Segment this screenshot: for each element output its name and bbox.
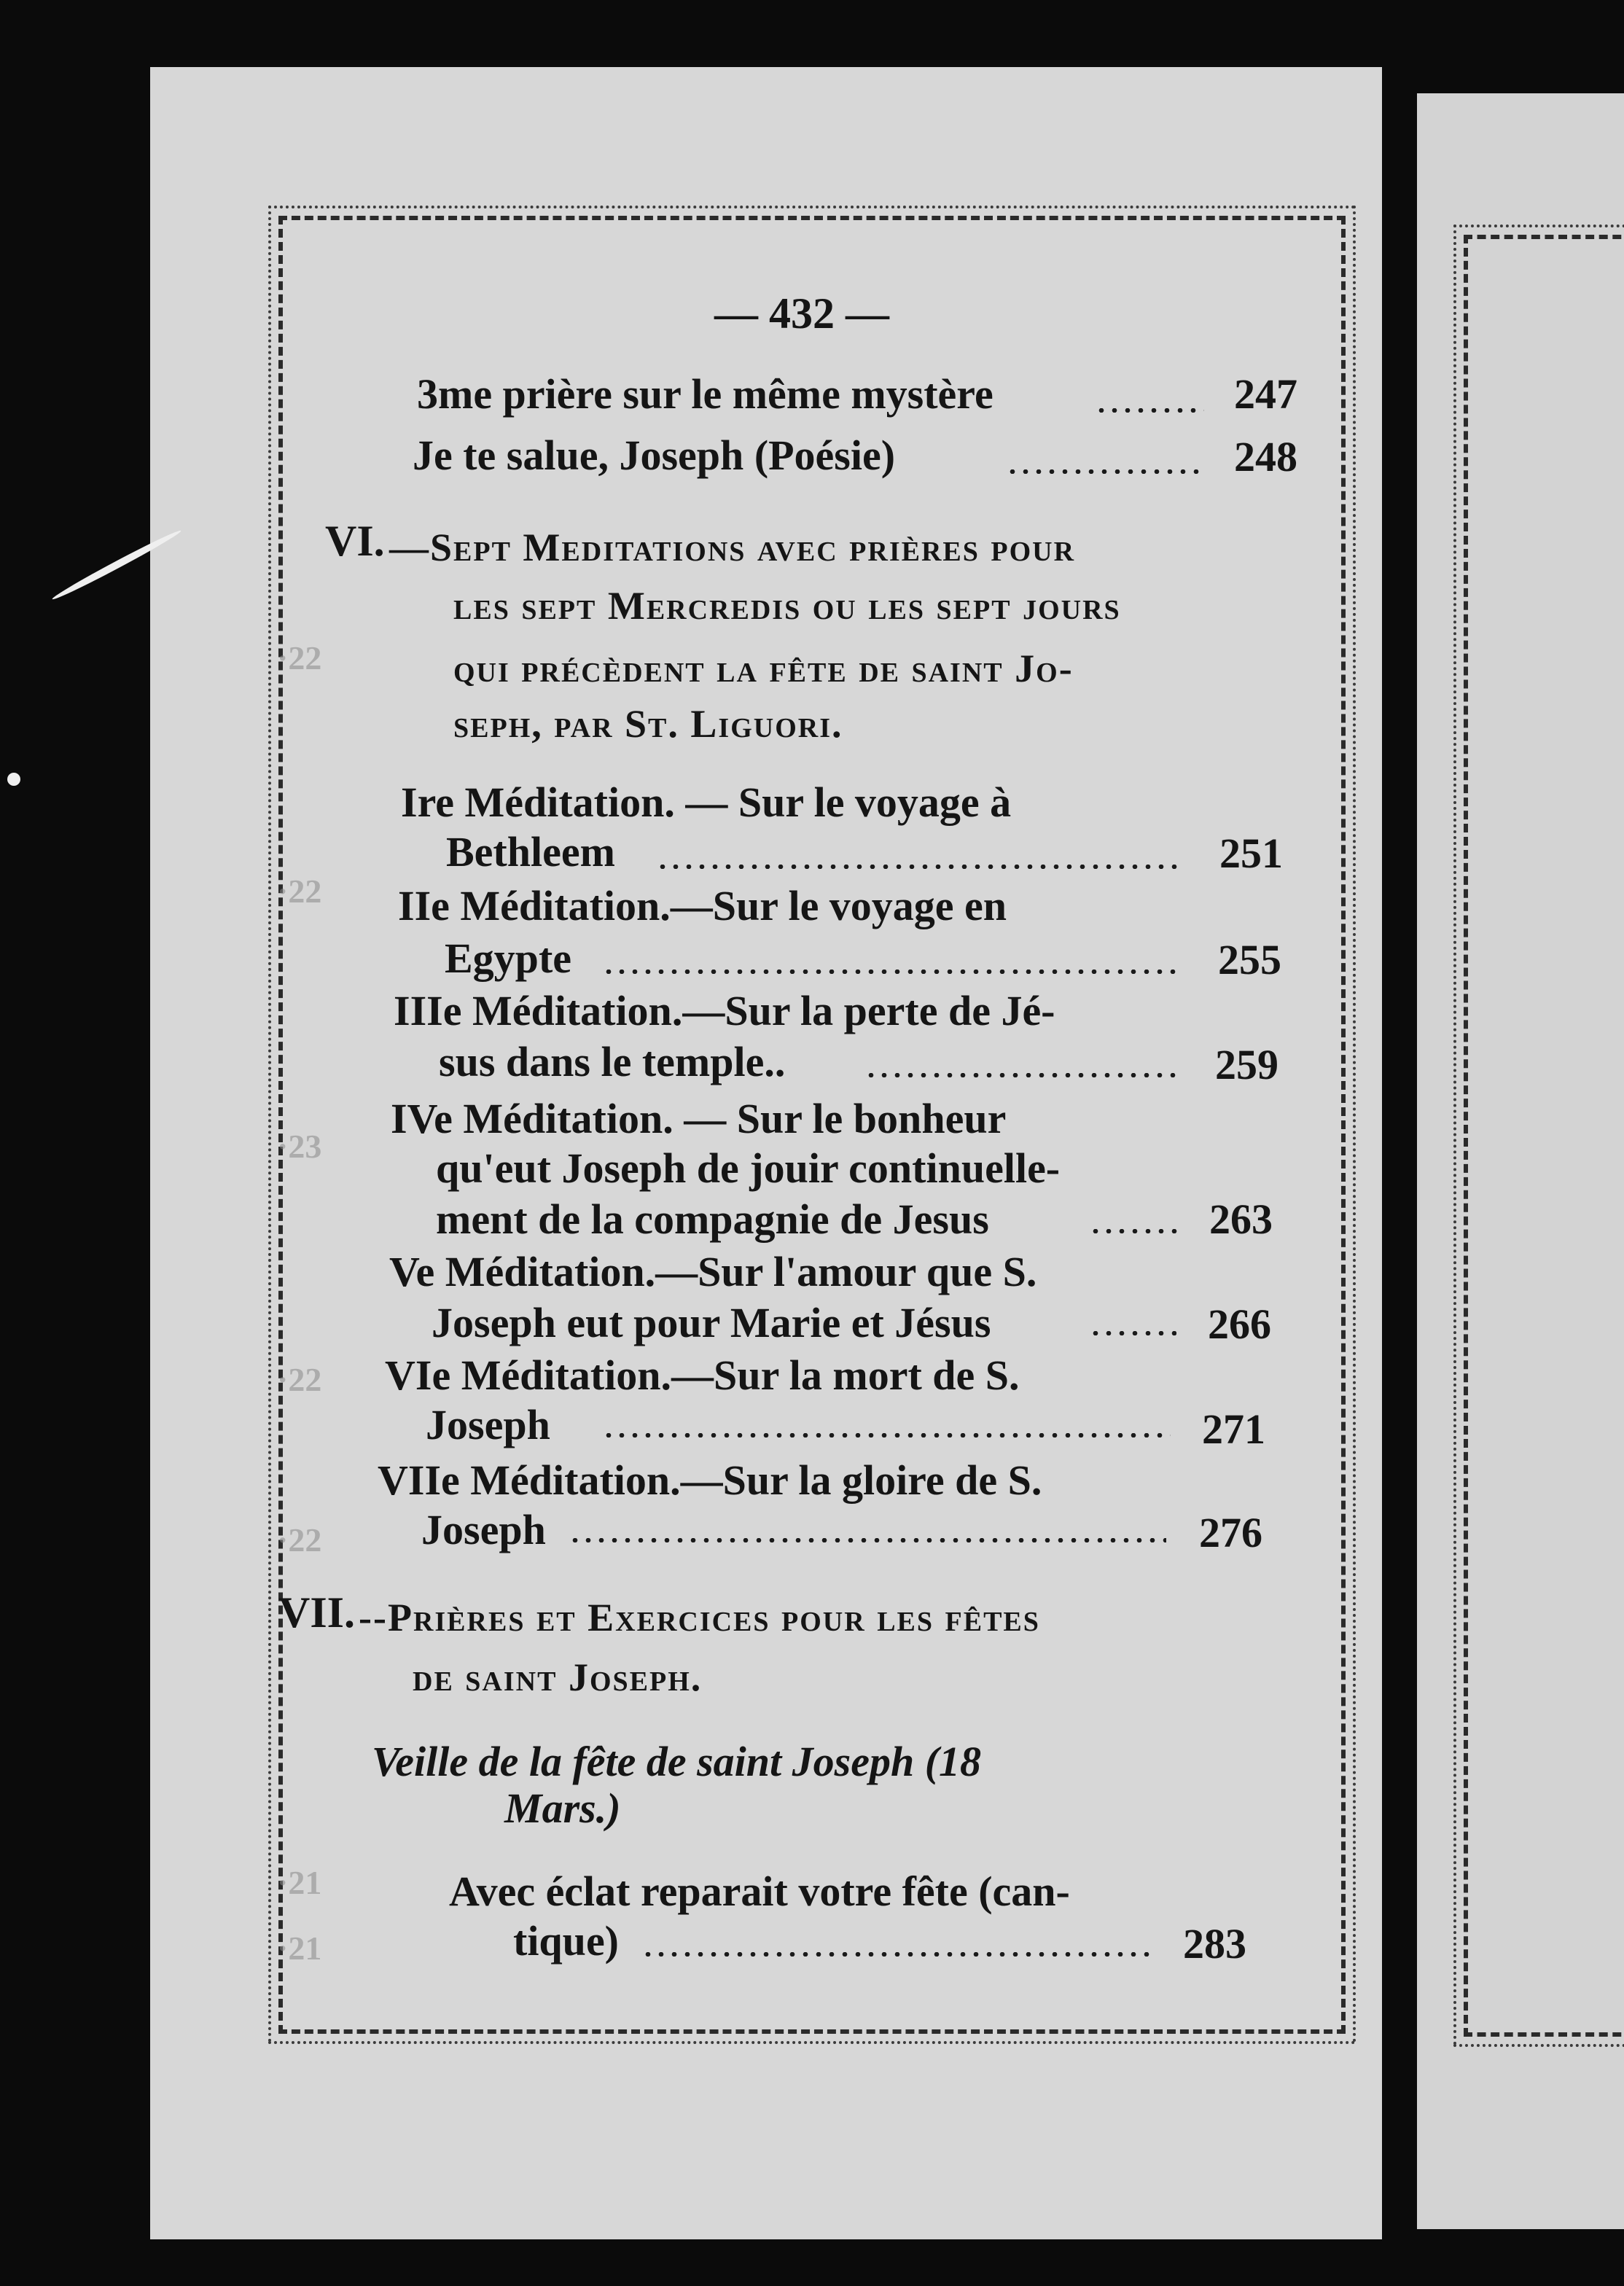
toc-page-number: 263 [1209, 1195, 1273, 1243]
toc-page-number: 251 [1219, 830, 1283, 877]
meditation-title-line: sus dans le temple.. [439, 1038, 786, 1085]
scan-artifact [7, 773, 20, 786]
meditation-title-line: Joseph [421, 1506, 546, 1553]
meditation-title-line: Joseph [426, 1401, 550, 1448]
meditation-title-line: Bethleem [446, 828, 615, 875]
meditation-title-line: VIe Méditation.—Sur la mort de S. [385, 1351, 1020, 1399]
toc-page-number: 259 [1215, 1041, 1278, 1088]
show-through-mark: ·22 [277, 1521, 322, 1559]
meditation-title-line: ment de la compagnie de Jesus [436, 1195, 989, 1243]
leader-dots [1095, 408, 1204, 413]
toc-page-number: 248 [1234, 433, 1297, 480]
leader-dots [1006, 469, 1200, 474]
page-number: — 432 — [714, 289, 889, 338]
meditation-title-line: Joseph eut pour Marie et Jésus [432, 1299, 991, 1346]
meditation-title-line: Ve Méditation.—Sur l'amour que S. [389, 1248, 1037, 1295]
section-heading-line: qui précèdent la fête de saint Jo- [453, 647, 1074, 690]
meditation-title-line: IIIe Méditation.—Sur la perte de Jé- [394, 987, 1055, 1034]
meditation-title-line: VIIe Méditation.—Sur la gloire de S. [378, 1456, 1042, 1504]
feast-subheading: Veille de la fête de saint Joseph (18 [372, 1738, 982, 1785]
show-through-mark: ·21 [277, 1864, 322, 1901]
section-heading-line: seph, par St. Liguori. [453, 702, 843, 746]
section-heading-line: les sept Mercredis ou les sept jours [453, 584, 1121, 628]
show-through-mark: ·21 [277, 1930, 322, 1967]
meditation-title-line: IIe Méditation.—Sur le voyage en [398, 882, 1007, 929]
leader-dots [864, 1073, 1181, 1077]
leader-dots [1089, 1229, 1178, 1233]
meditation-title-line: Egypte [445, 935, 571, 982]
toc-entry-text: Avec éclat reparait votre fête (can- [449, 1868, 1070, 1915]
toc-entry-text: tique) [513, 1917, 619, 1965]
leader-dots [1089, 1331, 1176, 1335]
toc-page-number: 255 [1218, 936, 1281, 983]
leader-dots [602, 1433, 1171, 1437]
show-through-mark: ·22 [277, 1361, 322, 1398]
toc-page-number: 283 [1183, 1920, 1246, 1967]
leader-dots [641, 1952, 1152, 1957]
toc-page-number: 271 [1202, 1405, 1265, 1453]
meditation-title-line: Ire Méditation. — Sur le voyage à [401, 779, 1012, 826]
toc-entry-text: 3me prière sur le même mystère [417, 370, 993, 418]
facing-page-border [1464, 235, 1624, 2037]
leader-dots [602, 970, 1182, 974]
section-heading-line: —Sept Meditations avec prières pour [389, 526, 1076, 569]
meditation-title-line: IVe Méditation. — Sur le bonheur [391, 1095, 1007, 1142]
toc-page-number: 276 [1199, 1509, 1262, 1556]
section-heading-line: de saint Joseph. [413, 1655, 703, 1699]
toc-entry-text: Je te salue, Joseph (Poésie) [413, 432, 896, 479]
section-numeral: VII. [278, 1588, 356, 1637]
leader-dots [569, 1538, 1166, 1542]
toc-page-number: 266 [1208, 1300, 1271, 1348]
feast-subheading: Mars.) [504, 1784, 621, 1832]
show-through-mark: ·23 [277, 1128, 322, 1165]
toc-page-number: 247 [1234, 370, 1297, 418]
section-numeral: VI. [325, 517, 385, 565]
meditation-title-line: qu'eut Joseph de jouir continuelle- [436, 1144, 1061, 1192]
show-through-mark: ·22 [277, 639, 322, 676]
section-heading-line: --Prières et Exercices pour les fêtes [359, 1596, 1040, 1639]
leader-dots [656, 865, 1184, 869]
show-through-mark: ·22 [277, 873, 322, 910]
